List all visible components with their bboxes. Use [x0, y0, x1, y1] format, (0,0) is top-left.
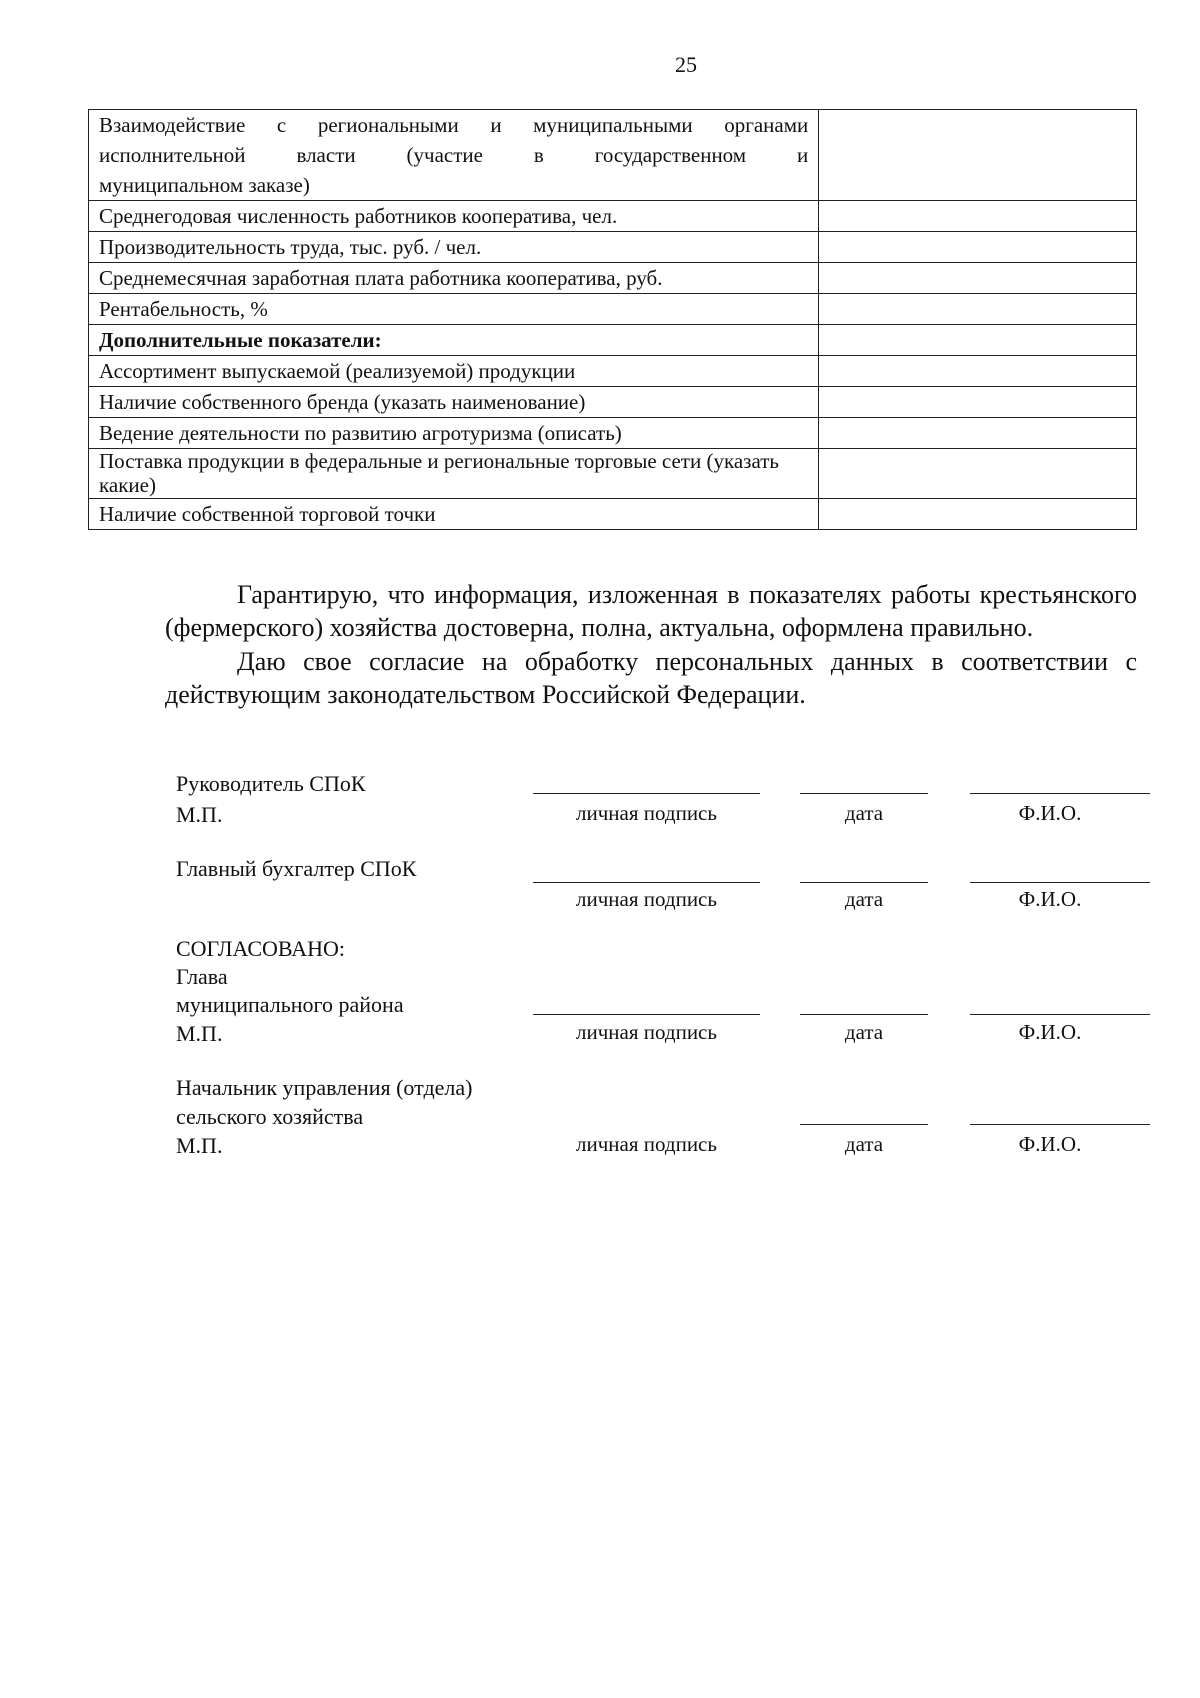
table-row: [89, 263, 1137, 294]
signature-caption: личная подпись: [576, 801, 717, 825]
table-cell-value[interactable]: [819, 499, 1137, 530]
name-line[interactable]: [970, 882, 1150, 883]
table-row: [89, 325, 1137, 356]
table-cell-label: [89, 110, 819, 201]
name-caption: Ф.И.О.: [1018, 801, 1082, 825]
page-number: 25: [675, 52, 697, 77]
signatory-title: сельского хозяйства: [176, 1104, 364, 1129]
table-cell-value[interactable]: [819, 232, 1137, 263]
table-row: [89, 294, 1137, 325]
table-cell-label: Наличие собственного бренда (указать наименование): [89, 387, 819, 418]
table-cell-label: Ведение деятельности по развитию агротуризма (описать): [89, 418, 819, 449]
guarantee-paragraph: Гарантирую, что информация, изложенная в показателях работы крестьянского (фермерского) хозяйства достоверна, полна, актуальна, оформлена правильно.: [165, 580, 1137, 642]
date-line[interactable]: [800, 882, 928, 883]
name-line[interactable]: [970, 1014, 1150, 1015]
table-row: [89, 356, 1137, 387]
signature-caption: личная подпись: [576, 1132, 717, 1156]
name-caption: Ф.И.О.: [1018, 1132, 1082, 1156]
label-line: муниципальном заказе): [99, 173, 310, 197]
stamp-label: М.П.: [176, 1021, 223, 1046]
signatory-title: Руководитель СПоК: [176, 771, 366, 796]
date-line[interactable]: [800, 1014, 928, 1015]
table-cell-value[interactable]: [819, 263, 1137, 294]
signature-line[interactable]: [533, 1014, 760, 1015]
date-caption: дата: [844, 887, 884, 911]
table-cell-value[interactable]: [819, 356, 1137, 387]
table-cell-value[interactable]: [819, 110, 1137, 201]
date-caption: дата: [844, 801, 884, 825]
statement: [165, 578, 1137, 711]
indicator-table: [88, 109, 1137, 530]
table-cell-value[interactable]: [819, 325, 1137, 356]
approval-heading: СОГЛАСОВАНО:: [176, 936, 345, 961]
table-cell-label: Ассортимент выпускаемой (реализуемой) продукции: [89, 356, 819, 387]
table-row: [89, 201, 1137, 232]
table-row: [89, 232, 1137, 263]
signatory-title: Главный бухгалтер СПоК: [176, 856, 417, 881]
stamp-label: М.П.: [176, 802, 223, 827]
signature-line[interactable]: [533, 793, 760, 794]
date-line[interactable]: [800, 1124, 928, 1125]
signature-caption: личная подпись: [576, 1020, 717, 1044]
table-cell-value[interactable]: [819, 294, 1137, 325]
date-caption: дата: [844, 1132, 884, 1156]
name-line[interactable]: [970, 1124, 1150, 1125]
date-line[interactable]: [800, 793, 928, 794]
signatory-title: муниципального района: [176, 992, 404, 1017]
signatory-title: Начальник управления (отдела): [176, 1075, 473, 1100]
table-cell-value[interactable]: [819, 201, 1137, 232]
table-row: [89, 387, 1137, 418]
consent-paragraph: Даю свое согласие на обработку персональных данных в соответствии с действующим законодательством Российской Федерации.: [165, 647, 1137, 709]
table-cell-value[interactable]: [819, 418, 1137, 449]
table-row: [89, 418, 1137, 449]
table-cell-label: Наличие собственной торговой точки: [89, 499, 819, 530]
table-row: [89, 499, 1137, 530]
table-cell-label: Среднегодовая численность работников кооператива, чел.: [89, 201, 819, 232]
table-row: [89, 449, 1137, 499]
signature-line[interactable]: [533, 882, 760, 883]
label-line: исполнительной власти (участие в государственном и: [99, 143, 809, 167]
name-line[interactable]: [970, 793, 1150, 794]
name-caption: Ф.И.О.: [1018, 1020, 1082, 1044]
table-cell-label: Рентабельность, %: [89, 294, 819, 325]
stamp-label: М.П.: [176, 1133, 223, 1158]
table-cell-value[interactable]: [819, 449, 1137, 499]
table-cell-label: Поставка продукции в федеральные и региональные торговые сети (указать какие): [89, 449, 819, 499]
signatory-title: Глава: [176, 964, 228, 989]
label-line: Взаимодействие с региональными и муниципальными органами: [99, 113, 809, 137]
table-cell-value[interactable]: [819, 387, 1137, 418]
table-row: [89, 110, 1137, 201]
signature-caption: личная подпись: [576, 887, 717, 911]
section-heading: Дополнительные показатели:: [89, 325, 819, 356]
date-caption: дата: [844, 1020, 884, 1044]
table-cell-label: Производительность труда, тыс. руб. / чел.: [89, 232, 819, 263]
name-caption: Ф.И.О.: [1018, 887, 1082, 911]
table-cell-label: Среднемесячная заработная плата работника кооператива, руб.: [89, 263, 819, 294]
